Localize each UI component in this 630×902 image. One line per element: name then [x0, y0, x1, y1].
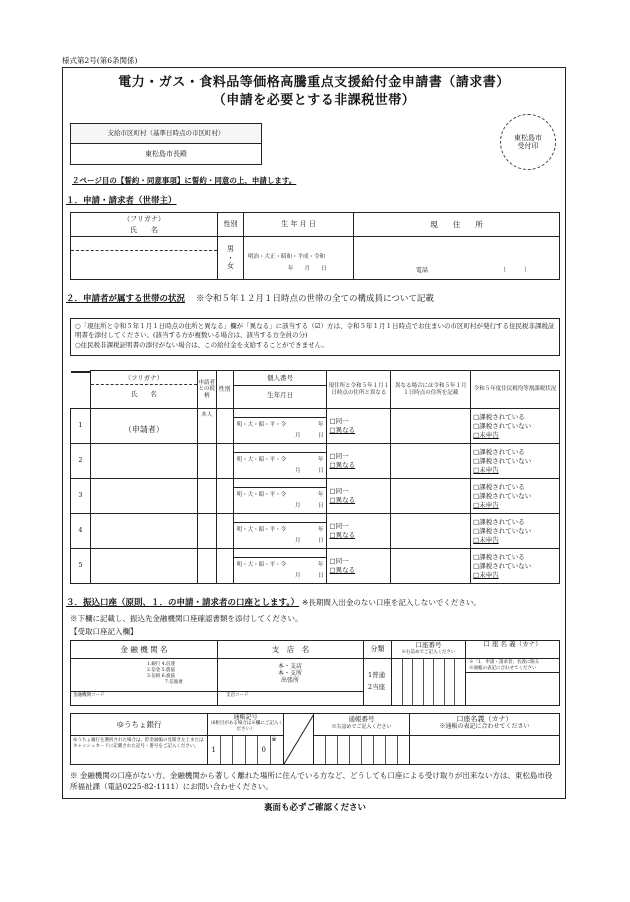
bank-type-2[interactable]: 2.信金 5.農協 — [147, 667, 176, 673]
sym-digit-5[interactable]: 0 — [258, 736, 271, 764]
row-relation[interactable] — [197, 479, 216, 514]
address-header: 現 住 所 — [353, 213, 559, 237]
row-tax-1[interactable]: □課税されている — [473, 482, 525, 491]
row-tax-1[interactable]: □課税されている — [473, 412, 525, 421]
row-tax-3[interactable]: □未申告 — [473, 465, 499, 474]
instruction-2: ○住民税非課税証明書の添付がない場合は、この給付金を支給することができません。 — [75, 340, 329, 349]
row-tax[interactable] — [471, 409, 560, 444]
col-no-header — [71, 371, 90, 373]
section2-heading — [66, 294, 434, 304]
row-diff-option[interactable]: □異なる — [329, 426, 356, 434]
row-dob[interactable] — [233, 479, 327, 514]
address-field[interactable] — [353, 237, 559, 279]
yucho-header: ゆうちょ銀行 — [71, 714, 207, 736]
bank-type-1[interactable]: 1.銀行 4.信連 — [147, 662, 176, 667]
row-sex[interactable] — [216, 409, 233, 444]
row-same[interactable] — [327, 444, 391, 479]
phone-field[interactable]: （ ） — [500, 267, 531, 274]
applicant-table — [70, 212, 560, 280]
row-tax-1[interactable]: □課税されている — [473, 552, 525, 561]
era-options: 明治・大正・昭和・平成・令和 — [248, 254, 326, 260]
branch-type-3[interactable]: 出張所 — [281, 677, 300, 685]
kind-current[interactable]: 2当座 — [368, 682, 386, 691]
stamp-line1: 東松島市 — [514, 133, 542, 142]
row-no: 2 — [71, 444, 91, 479]
passbook-sym-header — [207, 714, 283, 736]
kind-ordinary[interactable]: 1普通 — [368, 671, 386, 679]
row-diff-option[interactable]: □異なる — [329, 566, 356, 574]
holder-note-1: ※「1．申請・請求者」名義に限る — [469, 660, 540, 665]
row-dob[interactable] — [233, 549, 327, 584]
row-tax[interactable] — [471, 549, 560, 584]
row-tax[interactable] — [471, 479, 560, 514]
row-tax-3[interactable]: □未申告 — [473, 535, 499, 544]
row-relation[interactable] — [197, 549, 216, 584]
row-tax-3[interactable]: □未申告 — [473, 500, 499, 509]
row-dob[interactable] — [233, 409, 327, 444]
applicant-name-field[interactable] — [71, 237, 217, 281]
yucho-note: ゆうちょ銀行を選択された場合は、貯金通帳の見開き左上またはキャッシュカードに記載された記号・番号をご記入ください。 — [73, 738, 204, 750]
municipality-box — [70, 123, 262, 165]
row-name[interactable] — [90, 479, 197, 514]
back-page-reminder: 裏面も必ずご確認ください — [263, 803, 366, 813]
row-id-cells[interactable] — [234, 514, 327, 523]
section3-heading-text: ３．振込口座（原則、１．の申請・請求者の口座とします。） — [66, 598, 300, 608]
household-table — [70, 370, 560, 584]
reception-stamp — [500, 114, 556, 170]
section3-heading-note: ※長期間入出金のない口座を記入しないでください。 — [302, 598, 481, 607]
row-no: 3 — [71, 479, 91, 514]
row-same[interactable] — [327, 409, 391, 444]
row-day: 日 — [317, 468, 324, 474]
row-year: 年 — [317, 422, 324, 428]
row-same-option[interactable]: □同一 — [329, 522, 349, 530]
sex-field[interactable] — [217, 237, 243, 279]
row-diff-option[interactable]: □異なる — [329, 531, 356, 539]
branch-code[interactable]: 支店コード — [218, 691, 363, 698]
male-option[interactable]: 男 — [227, 245, 234, 254]
col-same-header: 現住所と令和５年１月１日時点の住所と異なる — [327, 371, 391, 409]
col-name: 氏 名 — [130, 390, 157, 398]
passbook-sym-note: （6桁目がある場合は※欄にご記入ください） — [208, 721, 283, 732]
phone-label: 電話 — [416, 267, 429, 274]
row-year: 年 — [317, 492, 324, 498]
row-diff-option[interactable]: □異なる — [329, 496, 356, 504]
sex-separator: ・ — [227, 253, 234, 262]
row-tax-3[interactable]: □未申告 — [473, 570, 499, 579]
row-tax-2[interactable]: □課税されていない — [473, 491, 532, 500]
intro-text: ２ページ目の【誓約・同意事項】に誓約・同意の上、申請します。 — [72, 176, 297, 185]
passbook-sym-field[interactable] — [207, 736, 283, 764]
branch-type-2[interactable]: 本・支所 — [278, 670, 303, 678]
row-diff-address[interactable] — [391, 409, 471, 444]
col-relation-header: 申請者との続柄 — [197, 371, 216, 409]
branch-types — [278, 663, 302, 685]
instruction-1: ○「現住所と令和５年１月１日時点の住所と異なる」欄が「異なる」に該当する（☑）方は、令和５年１月１日時点でお住まいの市区町村が発行する住民税非課税証明書を添付してください。(該当する方が複数いる場合は、該当する方全員の分) — [75, 322, 555, 340]
section1-heading-text: １．申請・請求者（世帯主） — [66, 196, 177, 206]
passbook-no-field[interactable] — [313, 736, 409, 764]
passbook-no-note: ※右詰めでご記入ください — [331, 723, 392, 730]
row-sex[interactable] — [216, 514, 233, 549]
col-furigana: （フリガナ） — [91, 374, 197, 385]
yucho-holder-label: 口座名義（カナ） — [456, 715, 513, 723]
passbook-sym-label: 通帳記号 — [233, 714, 258, 721]
table-row — [71, 409, 560, 444]
row-diff-address[interactable] — [391, 479, 471, 514]
kind-header: 分類 — [363, 641, 391, 659]
row-relation[interactable]: 本人 — [197, 409, 216, 444]
row-name[interactable] — [90, 514, 197, 549]
row-name[interactable]: （申請者） — [90, 409, 197, 444]
kind-field[interactable] — [363, 659, 391, 705]
municipality-label: 支給市区町村（基準日時点の市区町村） — [71, 124, 261, 144]
row-same-option[interactable]: □同一 — [329, 487, 349, 495]
row-tax[interactable] — [471, 444, 560, 479]
holder-note-2: ※通帳の表記に合わせてください — [469, 665, 537, 671]
col-sex-header: 性別 — [216, 371, 233, 409]
section2-instructions — [70, 318, 560, 356]
holder-field[interactable] — [465, 673, 559, 705]
holder-notes — [465, 659, 559, 673]
row-month: 月 — [294, 433, 301, 439]
col-name-header — [90, 371, 197, 409]
bank-types — [147, 662, 183, 685]
branch-header: 支 店 名 — [217, 641, 363, 659]
section3-heading — [66, 598, 481, 608]
row-day: 日 — [317, 538, 324, 544]
row-month: 月 — [294, 503, 301, 509]
row-same-option[interactable]: □同一 — [329, 417, 349, 425]
dob-field[interactable] — [243, 237, 353, 279]
bank-account-table — [70, 640, 560, 706]
female-option[interactable]: 女 — [227, 262, 234, 271]
bank-type-3[interactable]: 3.信組 6.漁協 — [147, 673, 176, 679]
row-diff-address[interactable] — [391, 444, 471, 479]
acct-no-header — [391, 641, 465, 659]
bank-code[interactable]: 金融機関コード — [71, 691, 217, 699]
yucho-holder-note: ※通帳の表記に合わせてください — [439, 723, 530, 731]
form-title: 電力・ガス・食料品等価格高騰重点支援給付金申請書（請求書） — [118, 75, 510, 90]
row-eras: 明・大・昭・平・令 — [236, 562, 287, 568]
section3-subhead: 【受取口座記入欄】 — [70, 627, 138, 636]
row-year: 年 — [317, 457, 324, 463]
table-row — [71, 549, 560, 584]
col-diff-header: 異なる場合には令和５年１月１日時点の住所を記載 — [391, 371, 471, 409]
row-eras: 明・大・昭・平・令 — [236, 422, 287, 428]
row-id-cells[interactable] — [234, 444, 327, 453]
form-subtitle: （申請を必要とする非課税世帯） — [212, 92, 416, 108]
sym-asterisk[interactable]: ※ — [271, 736, 277, 743]
section2-heading-note: ※令和５年１２月１日時点の世帯の全ての構成員について記載 — [195, 294, 434, 304]
sex-header: 性別 — [217, 213, 243, 237]
row-name[interactable] — [90, 444, 197, 479]
col-id: 個人番号 — [234, 373, 327, 386]
acct-no-field[interactable] — [391, 659, 465, 705]
row-eras: 明・大・昭・平・令 — [236, 527, 287, 533]
row-day: 日 — [317, 503, 324, 509]
row-id-cells[interactable] — [234, 479, 327, 488]
yucho-holder-header — [409, 714, 559, 736]
col-dob: 生年月日 — [267, 391, 294, 399]
row-no: 4 — [71, 514, 91, 549]
col-id-header — [233, 371, 327, 409]
acct-no-note: ※右詰めでご記入ください — [401, 649, 456, 655]
row-dob[interactable] — [233, 444, 327, 479]
holder-label: 口 座 名 義（カナ） — [483, 640, 542, 648]
row-diff-address[interactable] — [391, 549, 471, 584]
table-row — [71, 444, 560, 479]
furigana-header: （フリガナ） — [123, 214, 165, 223]
branch-type-1[interactable]: 本・支店 — [278, 663, 303, 670]
row-no: 1 — [71, 409, 91, 444]
row-sex[interactable] — [216, 549, 233, 584]
yucho-table — [70, 713, 560, 765]
row-sex[interactable] — [216, 479, 233, 514]
holder-header — [465, 641, 559, 659]
row-relation[interactable] — [197, 444, 216, 479]
row-diff-address[interactable] — [391, 514, 471, 549]
row-dob[interactable] — [233, 514, 327, 549]
section2-heading-text: ２．申請者が属する世帯の状況 — [66, 294, 186, 304]
row-tax-2[interactable]: □課税されていない — [473, 456, 532, 465]
col-tax-header: 令和５年度住民税均等割課税状況 — [471, 371, 560, 409]
row-sex[interactable] — [216, 444, 233, 479]
row-month: 月 — [294, 468, 301, 474]
account-footnote: ※ 金融機関の口座がない方、金融機関から著しく離れた場所に住んでいる方など、どうしても口座による受け取りが出来ない方は、東松島市役所福祉課（電話0225-82-1111）にお問い合わせください。 — [70, 771, 553, 791]
row-same-option[interactable]: □同一 — [329, 452, 349, 460]
row-no: 5 — [71, 549, 91, 584]
table-row — [71, 514, 560, 549]
row-tax-2[interactable]: □課税されていない — [473, 561, 532, 570]
bank-type-4[interactable]: 7.信漁連 — [165, 679, 183, 685]
row-diff-option[interactable]: □異なる — [329, 461, 356, 469]
row-tax-2[interactable]: □課税されていない — [473, 421, 532, 430]
row-month: 月 — [294, 538, 301, 544]
name-header: 氏 名 — [71, 224, 217, 237]
row-year: 年 — [317, 562, 324, 568]
sym-digit-1[interactable]: 1 — [208, 736, 221, 764]
section1-heading — [66, 196, 177, 206]
row-tax-3[interactable]: □未申告 — [473, 430, 499, 439]
row-tax-2[interactable]: □課税されていない — [473, 526, 532, 535]
row-id-cells[interactable] — [234, 409, 327, 418]
table-row — [71, 479, 560, 514]
row-tax[interactable] — [471, 514, 560, 549]
row-month: 月 — [294, 573, 301, 579]
row-tax-1[interactable]: □課税されている — [473, 517, 525, 526]
passbook-no-label: 通帳番号 — [348, 715, 375, 723]
stamp-line2: 受付印 — [517, 142, 539, 150]
bank-header: 金 融 機 関 名 — [71, 641, 217, 659]
row-year: 年 — [317, 527, 324, 533]
dob-ymd: 年 月 日 — [288, 266, 327, 272]
row-same[interactable] — [327, 549, 391, 584]
row-day: 日 — [317, 433, 324, 439]
form-number: 様式第2号(第6条関係) — [62, 56, 138, 65]
dob-header: 生 年 月 日 — [243, 213, 353, 237]
municipality-value[interactable]: 東松島市長殿 — [145, 149, 187, 158]
yucho-holder-field[interactable] — [409, 736, 559, 764]
bank-field[interactable] — [71, 659, 217, 705]
row-day: 日 — [317, 573, 324, 579]
row-tax-1[interactable]: □課税されている — [473, 447, 525, 456]
row-name[interactable] — [90, 549, 197, 584]
branch-field[interactable] — [217, 659, 363, 705]
passbook-no-header — [313, 714, 409, 736]
row-id-cells[interactable] — [234, 549, 327, 558]
row-eras: 明・大・昭・平・令 — [236, 492, 287, 498]
row-same-option[interactable]: □同一 — [329, 557, 349, 565]
row-same[interactable] — [327, 514, 391, 549]
acct-no-label: 口座番号 — [415, 641, 442, 649]
section3-instruction: ※下欄に記載し、振込先金融機関口座確認書類を添付してください。 — [70, 614, 303, 623]
row-relation[interactable] — [197, 514, 216, 549]
diagonal-cell — [283, 714, 313, 764]
row-same[interactable] — [327, 479, 391, 514]
row-eras: 明・大・昭・平・令 — [236, 457, 287, 463]
